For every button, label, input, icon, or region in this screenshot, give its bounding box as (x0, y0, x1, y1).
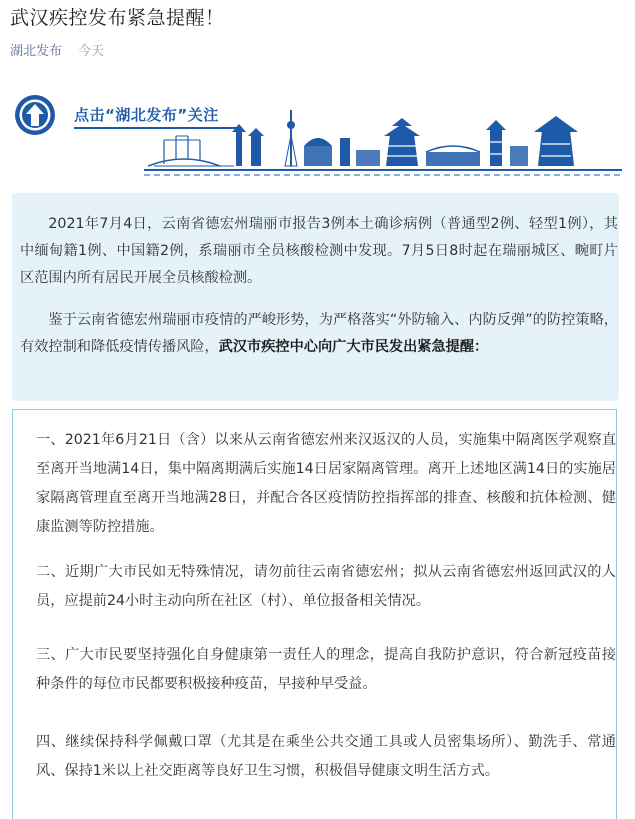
article-title: 武汉疾控发布紧急提醒！ (10, 7, 225, 29)
notice-item-1: 一、2021年6月21日（含）以来从云南省德宏州来汉返汉的人员，实施集中隔离医学观察直至离开当地满14日，集中隔离期满后实施14日居家隔离管理。离开上述地区满14日的实施居家隔离管理直至离开当地满28日，并配合各区疫情防控指挥部的排查、核酸和抗体检测、健康监测等防控措施。 (36, 432, 616, 535)
intro-paragraph-1: 2021年7月4日，云南省德宏州瑞丽市报告3例本土确诊病例（普通型2例、轻型1例），其中缅甸籍1例、中国籍2例，系瑞丽市全员核酸检测中发现。7月5日8时起在瑞丽城区、畹町片区范围内所有居民开展全员核酸检测。 (20, 216, 618, 286)
notice-item-3: 三、广大市民要坚持强化自身健康第一责任人的理念，提高自我防护意识，符合新冠疫苗接种条件的每位市民都要积极接种疫苗，早接种早受益。 (36, 647, 616, 692)
intro-text: 鉴于云南省德宏州瑞丽市疫情的严峻形势，为严格落实“外防输入、内防反弹”的防控策略，有效控制和降低疫情传播风险， (20, 312, 618, 355)
publish-time: 今天 (78, 44, 105, 59)
intro-colon: ： (474, 339, 489, 355)
notice-item-2: 二、近期广大市民如无特殊情况，请勿前往云南省德宏州；拟从云南省德宏州返回武汉的人员，应提前24小时主动向所在社区（村）、单位报备相关情况。 (36, 564, 616, 609)
banner-underline (74, 127, 242, 129)
intro-emphasis: 武汉市疾控中心向广大市民发出紧急提醒 (218, 339, 475, 355)
intro-box (12, 193, 619, 401)
arrow-up-circle-icon (15, 95, 55, 135)
article-meta (10, 40, 104, 59)
notice-item-4: 四、继续保持科学佩戴口罩（尤其是在乘坐公共交通工具或人员密集场所）、勤洗手、常通风、保持1米以上社交距离等良好卫生习惯，积极倡导健康文明生活方式。 (36, 734, 616, 779)
notice-box (12, 409, 617, 819)
account-link[interactable]: 湖北发布 (10, 44, 63, 59)
intro-paragraph-2 (20, 307, 618, 361)
follow-prompt[interactable]: 点击“湖北发布”关注 (74, 106, 219, 124)
banner-graphic (14, 80, 622, 180)
